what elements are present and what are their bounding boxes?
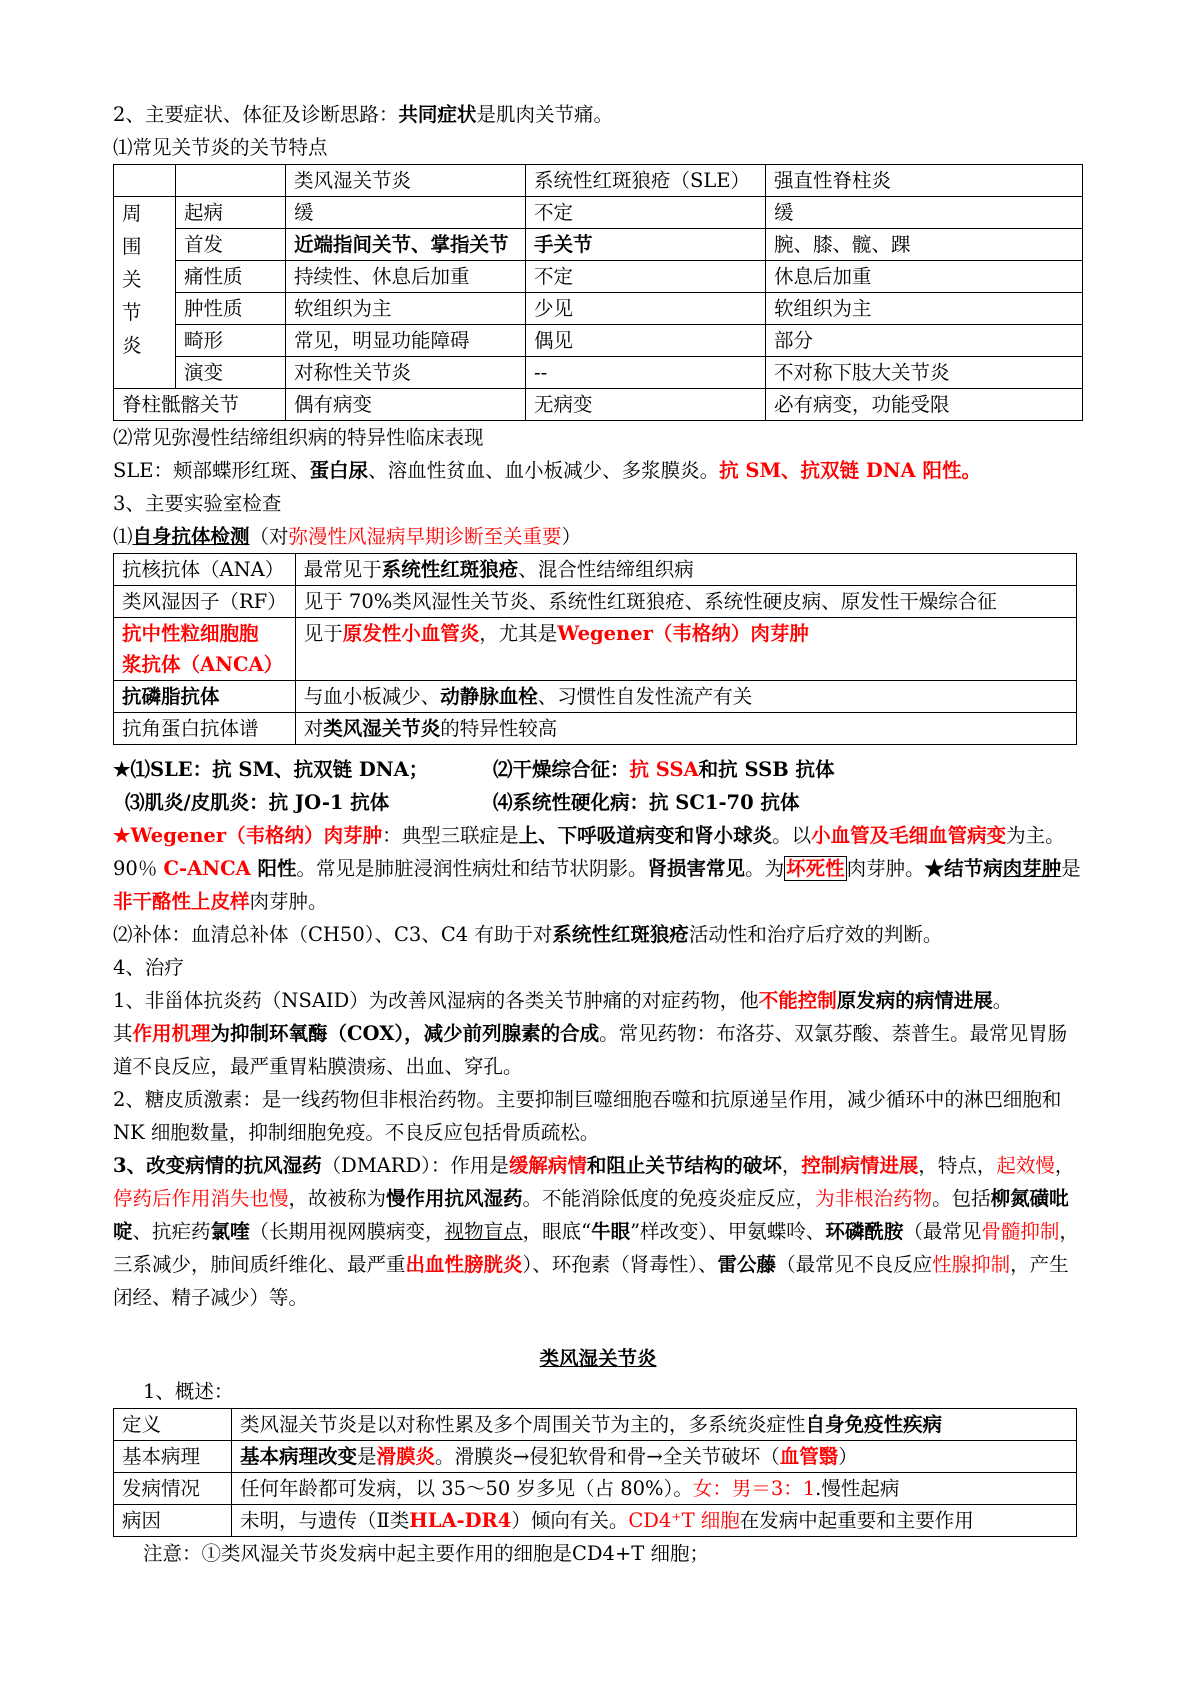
table-row (114, 293, 1083, 325)
text: Wegener（韦格纳）肉芽肿 (557, 622, 809, 645)
table-cell: 抗磷脂抗体 (114, 681, 296, 713)
table-cell: 部分 (766, 325, 1083, 357)
table-cell (176, 165, 286, 197)
key-antibodies-line-2 (113, 786, 1083, 819)
table-cell (232, 1441, 1077, 1473)
complement-paragraph (113, 918, 1083, 951)
table-cell: 必有病变，功能受限 (766, 389, 1083, 421)
text: ⑵干燥综合征： (493, 758, 630, 781)
text: 女：男＝3：1 (692, 1477, 816, 1500)
table-cell: 首发 (176, 229, 286, 261)
text: （DMARD）：作用是 (321, 1154, 509, 1177)
text: 围 (122, 235, 142, 258)
text: ，尤其是 (479, 622, 558, 645)
table-row (114, 1473, 1077, 1505)
text: （最常见 (903, 1220, 982, 1243)
text: 出血性膀胱炎 (405, 1253, 523, 1276)
text: ★Wegener（韦格纳）肉芽肿 (113, 824, 383, 847)
table-cell: 近端指间关节、掌指关节 (286, 229, 526, 261)
text: 为主。90％ (113, 824, 1065, 880)
text: ，产生闭经、精子减少）等。 (113, 1253, 1069, 1309)
text: SLE：颊部蝶形红斑、 (113, 459, 310, 482)
text: 其 (113, 1022, 133, 1045)
text: 浆抗体（ANCA） (122, 653, 284, 676)
section-3-heading: 3、主要实验室检查 (113, 492, 282, 515)
text: 未明，与遗传（Ⅱ类 (240, 1509, 410, 1532)
text: ★⑴SLE：抗 SM、抗双链 DNA； (113, 758, 429, 781)
sle-paragraph (113, 454, 1083, 487)
table-cell (295, 554, 1076, 586)
table-cell (295, 713, 1076, 745)
text: 性腺抑制 (932, 1253, 1011, 1276)
text: 基本病理改变 (240, 1445, 358, 1468)
text: 自身免疫性疾病 (805, 1413, 943, 1436)
text: ，眼底“ (522, 1220, 592, 1243)
text: ★结节病 (924, 857, 1003, 880)
text: 不能控制 (758, 989, 837, 1012)
row-group-label (114, 197, 176, 389)
text: 蛋白尿 (309, 459, 369, 482)
text: 坏死性 (786, 857, 845, 880)
text: 氯喹 (210, 1220, 250, 1243)
text: 。包括 (932, 1187, 991, 1210)
text: 抗中性粒细胞胞 (122, 622, 259, 645)
table-cell: 休息后加重 (766, 261, 1083, 293)
text: 见于 (303, 622, 343, 645)
table-cell (232, 1473, 1077, 1505)
nsaid-paragraph (113, 984, 1083, 1083)
text: 。不能消除低度的免疫炎症反应， (522, 1187, 816, 1210)
text: 柳氮磺吡啶 (113, 1187, 1069, 1243)
text: 在发病中起重要和主要作用 (739, 1509, 974, 1532)
text: 与血小板减少、 (303, 685, 441, 708)
table-row (114, 1409, 1077, 1441)
text: 骨髓抑制 (981, 1220, 1060, 1243)
table-cell (114, 165, 176, 197)
text: 是肌肉关节痛。 (476, 103, 613, 126)
table-cell: 见于 70%类风湿性关节炎、系统性红斑狼疮、系统性硬皮病、原发性干燥综合征 (295, 586, 1076, 618)
arthritis-features-table (113, 164, 1083, 421)
table-cell: 缓 (286, 197, 526, 229)
text: （长期用视网膜病变， (249, 1220, 445, 1243)
text: 起效慢 (996, 1154, 1055, 1177)
subheading (113, 520, 1083, 553)
text: 3、改变病情的抗风湿药 (113, 1154, 322, 1177)
table-row (114, 389, 1083, 421)
text: 2、主要症状、体征及诊断思路： (113, 103, 399, 126)
text: 停药后作用消失也慢 (113, 1187, 289, 1210)
table-cell: 基本病理 (114, 1441, 232, 1473)
text: 1、非甾体抗炎药（NSAID）为改善风湿病的各类关节肿痛的对症药物，他 (113, 989, 759, 1012)
text: 类风湿关节炎是以对称性累及多个周围关节为主的，多系统炎症性 (240, 1413, 806, 1436)
table-cell: 演变 (176, 357, 286, 389)
text: 滑膜炎 (376, 1445, 436, 1468)
text: 关 (122, 268, 142, 291)
table-cell: 缓 (766, 197, 1083, 229)
text: ⑴ (113, 525, 133, 548)
table-cell (232, 1409, 1077, 1441)
table-cell: 强直性脊柱炎 (766, 165, 1083, 197)
text: 控制病情进展 (801, 1154, 919, 1177)
text: 原发病的病情进展 (836, 989, 993, 1012)
text: 作用机理 (132, 1022, 211, 1045)
table-cell (295, 618, 1076, 681)
text: C-ANCA (163, 857, 251, 880)
text: 小血管及毛细血管病变 (811, 824, 1007, 847)
section-4-heading: 4、治疗 (113, 956, 184, 979)
table-cell: 病因 (114, 1505, 232, 1537)
table-cell: 痛性质 (176, 261, 286, 293)
text: 活动性和治疗后疗效的判断。 (688, 923, 943, 946)
text: 上、下呼吸道病变和肾小球炎 (518, 824, 773, 847)
table-cell: 定义 (114, 1409, 232, 1441)
table-cell: -- (526, 357, 766, 389)
overview-heading: 1、概述： (143, 1380, 234, 1403)
text: 的特异性较高 (440, 717, 558, 740)
table-row (114, 618, 1077, 681)
table-cell: 抗核抗体（ANA） (114, 554, 296, 586)
text: 和抗 SSB 抗体 (698, 758, 835, 781)
table-cell: 起病 (176, 197, 286, 229)
table-cell: 类风湿因子（RF） (114, 586, 296, 618)
text: ，故被称为 (288, 1187, 387, 1210)
text: 系统性红斑狼疮 (552, 923, 689, 946)
text: 炎 (122, 334, 142, 357)
table-row (114, 197, 1083, 229)
table-row (114, 1505, 1077, 1537)
text: 弥漫性风湿病早期诊断至关重要 (288, 525, 562, 548)
text: .慢性起病 (815, 1477, 900, 1500)
table-cell: 软组织为主 (286, 293, 526, 325)
table-cell: 无病变 (526, 389, 766, 421)
table-cell (114, 618, 296, 681)
table-row (114, 357, 1083, 389)
table-row (114, 1441, 1077, 1473)
table-header-row (114, 165, 1083, 197)
text: 肉芽肿。 (846, 857, 925, 880)
table-cell: 对称性关节炎 (286, 357, 526, 389)
text: ⑵补体：血清总补体（CH50）、C3、C4 有助于对 (113, 923, 553, 946)
note-line: 注意：①类风湿关节炎发病中起主要作用的细胞是CD4+T 细胞； (143, 1542, 710, 1565)
text: 最常见于 (303, 558, 382, 581)
table-cell: 畸形 (176, 325, 286, 357)
text: ，特点， (918, 1154, 997, 1177)
text: 缓解病情 (508, 1154, 587, 1177)
text: 自身抗体检测 (132, 525, 250, 548)
text: 任何年龄都可发病，以 35～50 岁多见（占 80%）。 (240, 1477, 693, 1500)
text: ：典型三联症是 (382, 824, 519, 847)
text: ”样改变）、甲氨蝶呤、 (630, 1220, 826, 1243)
glucocorticoid-paragraph: 2、糖皮质激素：是一线药物但非根治药物。主要抑制巨噬细胞吞噬和抗原递呈作用，减少循环中的淋巴细胞和 NK 细胞数量，抑制细胞免疫。不良反应包括骨质疏松。 (113, 1088, 1062, 1144)
text: 原发性小血管炎 (342, 622, 480, 645)
text: 抗 SSA (629, 758, 699, 781)
text: 为非根治药物 (815, 1187, 933, 1210)
text: 慢作用抗风湿药 (386, 1187, 523, 1210)
dmard-paragraph (113, 1149, 1083, 1314)
text: ， (1054, 1154, 1075, 1177)
table-row (114, 681, 1077, 713)
table-cell: 软组织为主 (766, 293, 1083, 325)
text: 非干酪性上皮样 (113, 890, 250, 913)
text: ， (781, 1154, 802, 1177)
text: 肉芽肿。 (249, 890, 328, 913)
text: 肾损害常见 (647, 857, 746, 880)
table-row (114, 229, 1083, 261)
section-2-heading (113, 98, 1083, 131)
text: ） (838, 1445, 858, 1468)
table-cell: 持续性、休息后加重 (286, 261, 526, 293)
text: HLA-DR4 (409, 1509, 512, 1532)
subheading: ⑴常见关节炎的关节特点 (113, 136, 328, 159)
text: ）倾向有关。 (511, 1509, 629, 1532)
text: 是 (1061, 857, 1081, 880)
table-cell: 发病情况 (114, 1473, 232, 1505)
key-antibodies-line-1 (113, 753, 1083, 786)
text: 和阻止关节结构的破坏 (586, 1154, 782, 1177)
text: 。常见药物：布洛芬、双氯芬酸、萘普生。最常见胃肠道不良反应，最严重胃粘膜溃疡、出血、穿孔。 (113, 1022, 1068, 1078)
text: 共同症状 (398, 103, 477, 126)
text (493, 753, 834, 786)
text: 为抑制环氧酶（COX），减少前列腺素的合成 (210, 1022, 600, 1045)
table-row (114, 713, 1077, 745)
text: 对 (303, 717, 324, 740)
autoantibody-table (113, 553, 1077, 745)
table-cell: 抗角蛋白抗体谱 (114, 713, 296, 745)
text: ⑷系统性硬化病：抗 SC1-70 抗体 (493, 791, 800, 814)
text: ，三系减少，肺间质纤维化、最严重 (113, 1220, 1079, 1276)
text: （对 (249, 525, 289, 548)
text: （最常见不良反应 (776, 1253, 933, 1276)
text: 抗 SM、抗双链 DNA 阳性。 (719, 459, 981, 482)
ra-overview-table (113, 1408, 1077, 1537)
text: 动静脉血栓 (440, 685, 538, 708)
text: 肉芽肿 (1002, 857, 1062, 880)
table-cell (295, 681, 1076, 713)
document-page (113, 98, 1083, 1570)
text: 、混合性结缔组织病 (518, 558, 694, 581)
table-cell: 不对称下肢大关节炎 (766, 357, 1083, 389)
text: ） (561, 525, 582, 548)
text: 、溶血性贫血、血小板减少、多浆膜炎。 (368, 459, 720, 482)
table-row (114, 261, 1083, 293)
table-row (114, 554, 1077, 586)
text: ）、环孢素（肾毒性）、 (522, 1253, 718, 1276)
table-cell: 脊柱骶髂关节 (114, 389, 286, 421)
table-cell: 偶有病变 (286, 389, 526, 421)
section-title: 类风湿关节炎 (539, 1347, 657, 1370)
text: ⑶肌炎/皮肌炎：抗 JO-1 抗体 (125, 791, 390, 814)
table-cell: 少见 (526, 293, 766, 325)
text: 节 (122, 301, 142, 324)
subheading: ⑵常见弥漫性结缔组织病的特异性临床表现 (113, 426, 484, 449)
text: 类风湿关节炎 (323, 717, 441, 740)
table-cell: 类风湿关节炎 (286, 165, 526, 197)
table-cell: 常见，明显功能障碍 (286, 325, 526, 357)
table-row (114, 325, 1083, 357)
text: 。滑膜炎→侵犯软骨和骨→全关节破坏（ (435, 1445, 780, 1468)
table-cell (232, 1505, 1077, 1537)
table-cell: 腕、膝、髋、踝 (766, 229, 1083, 261)
text: CD4⁺T 细胞 (628, 1509, 740, 1532)
text: 系统性红斑狼疮 (381, 558, 519, 581)
table-row (114, 586, 1077, 618)
text: 阳性 (250, 857, 297, 880)
text: 周 (122, 202, 142, 225)
text: 、抗疟药 (132, 1220, 211, 1243)
text: 。为 (745, 857, 785, 880)
text: 。 (992, 989, 1013, 1012)
wegener-paragraph (113, 819, 1083, 918)
table-cell: 肿性质 (176, 293, 286, 325)
text: 牛眼 (591, 1220, 631, 1243)
table-cell: 不定 (526, 261, 766, 293)
table-cell: 系统性红斑狼疮（SLE） (526, 165, 766, 197)
table-cell: 不定 (526, 197, 766, 229)
text: 视物盲点 (444, 1220, 523, 1243)
text: 血管翳 (779, 1445, 839, 1468)
text: 环磷酰胺 (825, 1220, 904, 1243)
text: 。以 (772, 824, 812, 847)
table-cell: 手关节 (526, 229, 766, 261)
text: 雷公藤 (717, 1253, 777, 1276)
text: 。常见是肺脏浸润性病灶和结节状阴影。 (296, 857, 648, 880)
text: 是 (357, 1445, 377, 1468)
text: 、习惯性自发性流产有关 (537, 685, 753, 708)
table-cell: 偶见 (526, 325, 766, 357)
